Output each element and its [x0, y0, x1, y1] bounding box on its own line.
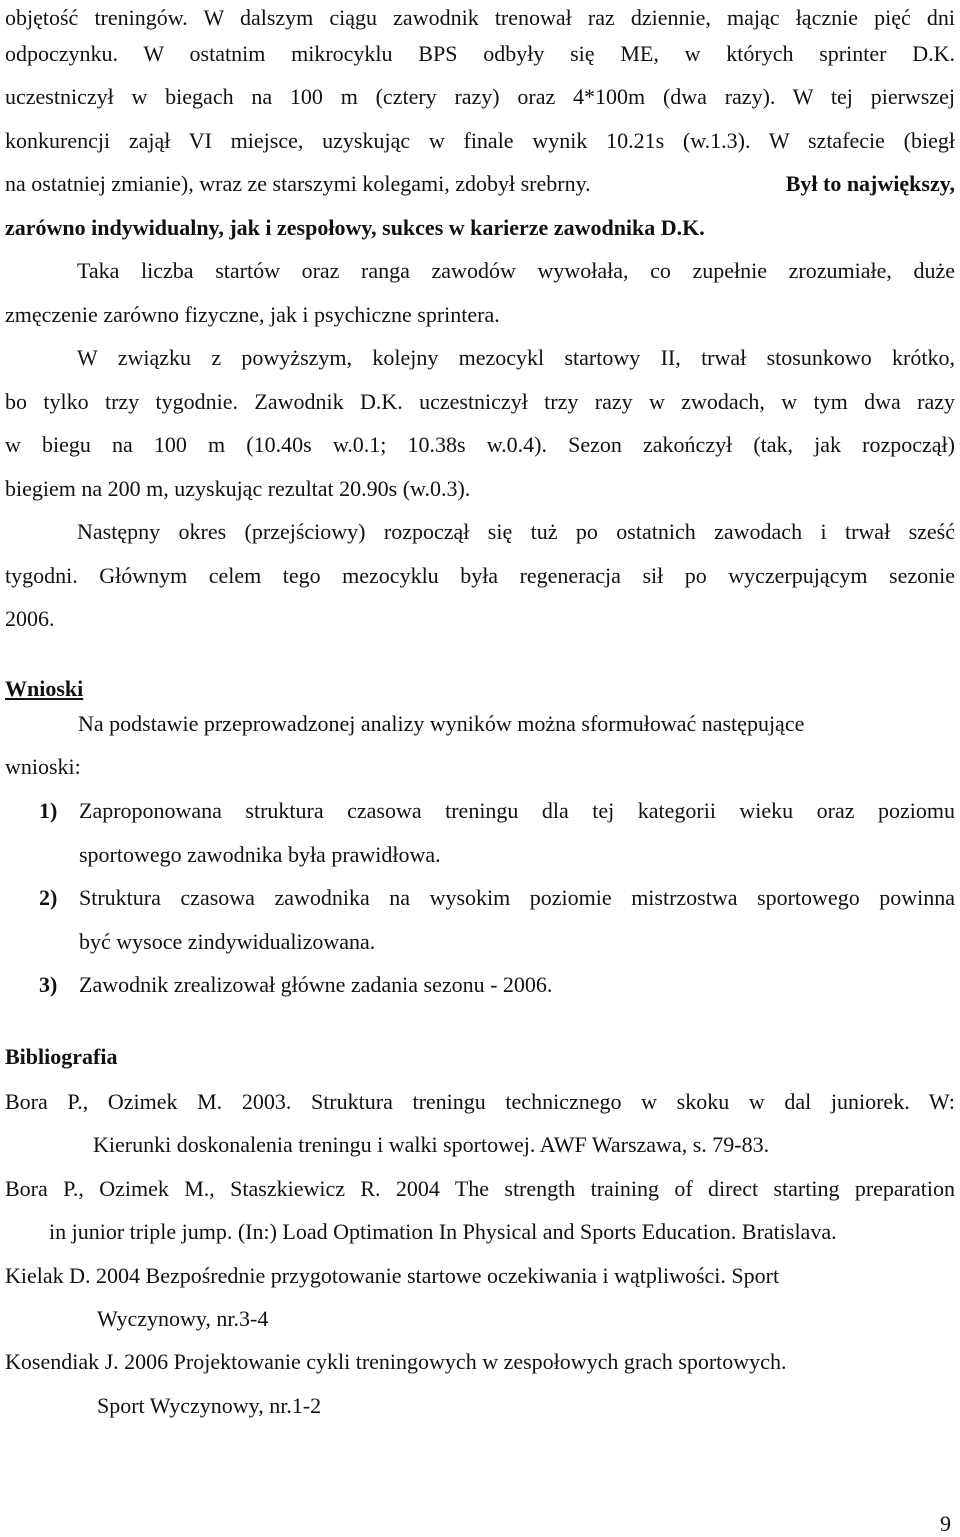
list-item-text: sportowego zawodnika była prawidłowa. — [79, 842, 441, 867]
paragraph-line: W związku z powyższym, kolejny mezocykl startowy II, trwał stosunkowo krótko, — [77, 345, 955, 370]
list-item-text: Zawodnik zrealizował główne zadania sezonu - 2006. — [79, 972, 553, 997]
paragraph-line: bo tylko trzy tygodnie. Zawodnik D.K. uczestniczył trzy razy w zwodach, w tym dwa razy — [5, 389, 955, 414]
bibliography-entry: Kierunki doskonalenia treningu i walki sportowej. AWF Warszawa, s. 79-83. — [93, 1132, 770, 1157]
section-heading-bibliography: Bibliografia — [5, 1044, 118, 1069]
list-item-text: Struktura czasowa zawodnika na wysokim poziomie mistrzostwa sportowego powinna — [79, 885, 955, 910]
paragraph-text: na ostatniej zmianie), wraz ze starszymi kolegami, zdobył srebrny. — [5, 171, 591, 196]
paragraph-line: zmęczenie zarówno fizyczne, jak i psychiczne sprintera. — [5, 302, 500, 327]
list-item-text: być wysoce zindywidualizowana. — [79, 929, 376, 954]
page-number: 9 — [940, 1511, 951, 1536]
list-number: 3) — [39, 972, 58, 997]
paragraph-line: tygodni. Głównym celem tego mezocyklu była regeneracja sił po wyczerpującym sezonie — [5, 563, 955, 588]
bibliography-entry: Kosendiak J. 2006 Projektowanie cykli treningowych w zespołowych grach sportowych. — [5, 1349, 787, 1374]
section-heading-conclusions: Wnioski — [5, 676, 84, 701]
emphasis-line: zarówno indywidualny, jak i zespołowy, sukces w karierze zawodnika D.K. — [5, 215, 705, 240]
paragraph-line: w biegu na 100 m (10.40s w.0.1; 10.38s w.0.4). Sezon zakończył (tak, jak rozpoczął) — [5, 432, 955, 457]
emphasis-text: Był to największy, — [785, 171, 955, 196]
bibliography-entry: Sport Wyczynowy, nr.1-2 — [97, 1393, 322, 1418]
paragraph-line: odpoczynku. W ostatnim mikrocyklu BPS odbyły się ME, w których sprinter D.K. — [5, 41, 955, 66]
conclusions-intro: wnioski: — [5, 754, 81, 779]
paragraph-line: Następny okres (przejściowy) rozpoczął się tuż po ostatnich zawodach i trwał sześć — [77, 519, 955, 544]
paragraph-line: 2006. — [5, 606, 55, 631]
paragraph-line: uczestniczył w biegach na 100 m (cztery razy) oraz 4*100m (dwa razy). W tej pierwszej — [5, 84, 955, 109]
paragraph-line: biegiem na 200 m, uzyskując rezultat 20.90s (w.0.3). — [5, 476, 471, 501]
list-item-text: Zaproponowana struktura czasowa treningu dla tej kategorii wieku oraz poziomu — [79, 798, 955, 823]
list-number: 1) — [39, 798, 58, 823]
bibliography-entry: Wyczynowy, nr.3-4 — [97, 1306, 269, 1331]
list-number: 2) — [39, 885, 58, 910]
bibliography-entry: Bora P., Ozimek M. 2003. Struktura treningu technicznego w skoku w dal juniorek. W: — [5, 1089, 955, 1114]
bibliography-entry: in junior triple jump. (In:) Load Optimation In Physical and Sports Education. Bratislava. — [49, 1219, 837, 1244]
bibliography-entry: Bora P., Ozimek M., Staszkiewicz R. 2004 The strength training of direct starting preparation — [5, 1176, 955, 1201]
conclusions-intro: Na podstawie przeprowadzonej analizy wyników można sformułować następujące — [78, 711, 805, 736]
paragraph-line: konkurencji zajął VI miejsce, uzyskując w finale wynik 10.21s (w.1.3). W sztafecie (biegł — [5, 128, 955, 153]
paragraph-line — [5, 169, 955, 199]
paragraph-line: objętość treningów. W dalszym ciągu zawodnik trenował raz dziennie, mając łącznie pięć dni — [5, 5, 955, 30]
paragraph-line: Taka liczba startów oraz ranga zawodów wywołała, co zupełnie zrozumiałe, duże — [77, 258, 955, 283]
bibliography-entry: Kielak D. 2004 Bezpośrednie przygotowanie startowe oczekiwania i wątpliwości. Sport — [5, 1263, 780, 1288]
